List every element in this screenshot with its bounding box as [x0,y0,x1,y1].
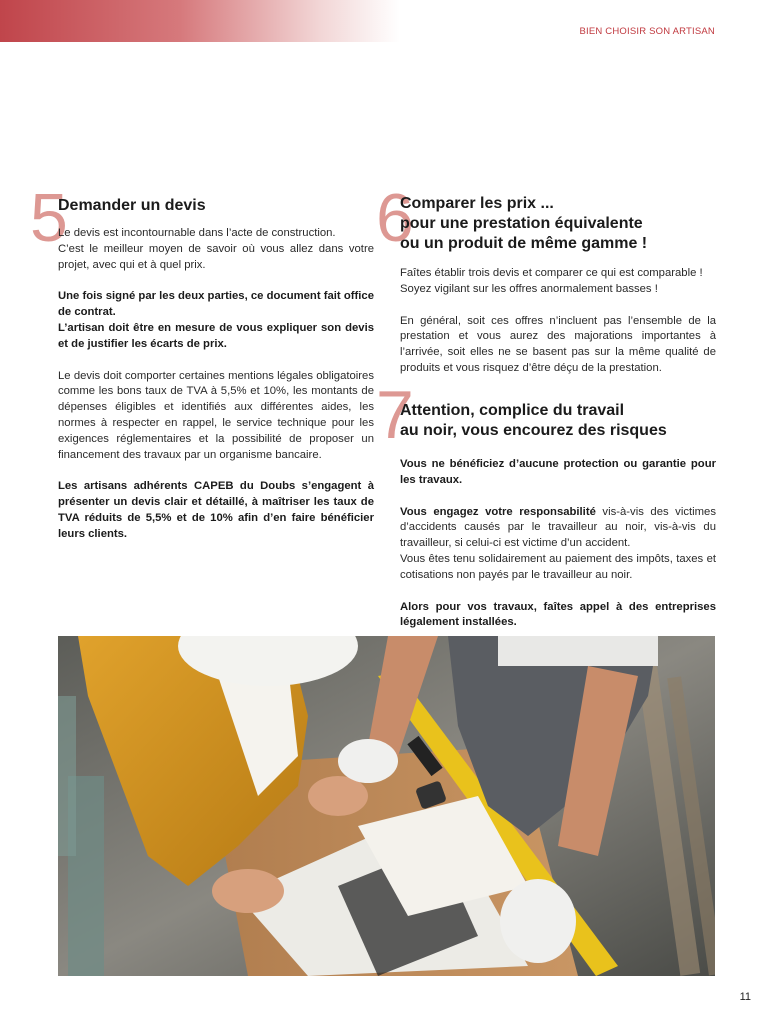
paragraph-text: vis-à-vis des victimes d’accidents causés par le travailleur au noir, vis-à-vis du travailleur, si celui-ci est victime d’un accident. [400,505,716,550]
paragraph: Faîtes établir trois devis et comparer ce qui est comparable ! [400,267,703,279]
section-number: 7 [376,377,414,453]
paragraph: En général, soit ces offres n’incluent pas l’ensemble de la prestation et vous aurez des majorations importantes à l’arrivée, soit elles ne se basent pas sur la même qualité de produits et vous risquez d’être déçu de la prestation. [400,314,716,374]
section-number: 6 [376,180,414,256]
section-title [400,401,716,441]
title-line: pour une prestation équivalente [400,215,643,232]
title-line: Attention, complice du travail [400,402,625,419]
section-6 [376,180,716,374]
construction-workers-photo [58,636,715,976]
bold-paragraph: L’artisan doit être en mesure de vous expliquer son devis et de justifier les écarts de prix. [58,321,374,350]
section-title [400,194,716,254]
bold-phrase: Vous engagez votre responsabilité [400,505,596,518]
bold-paragraph: Alors pour vos travaux, faîtes appel à des entreprises légalement installées. [400,600,716,629]
title-line: ou un produit de même gamme ! [400,235,648,252]
paragraph: Le devis est incontournable dans l’acte de construction. [58,227,336,239]
section-number: 5 [30,180,68,256]
bold-paragraph: Une fois signé par les deux parties, ce document fait office de contrat. [58,290,374,319]
bold-paragraph: Vous ne bénéficiez d’aucune protection ou garantie pour les travaux. [400,458,716,486]
header-color-band [0,0,400,42]
paragraph: Soyez vigilant sur les offres anormalement basses ! [400,282,658,295]
bold-paragraph: Les artisans adhérents CAPEB du Doubs s’engagent à présenter un devis clair et détaillé, à maîtriser les taux de TVA réduits de 5,5% et de 10% afin d’en faire bénéficier leurs clients. [58,480,374,540]
paragraph: C’est le meilleur moyen de savoir où vous allez dans votre projet, avec qui et à quel prix. [58,242,374,271]
title-line: Comparer les prix ... [400,195,554,212]
paragraph [400,505,716,552]
photo-illustration [58,636,715,976]
section-5 [30,180,374,540]
paragraph: Le devis doit comporter certaines mentions légales obligatoires comme les bons taux de TVA à 5,5% et 10%, les montants de dépenses éligibles et identifiés aux différentes aides, les normes à respecter en rappel, le service technique pour les exigences réglementaires et la possibilité de proposer un financement des travaux par un organisme bancaire. [58,369,374,461]
header-label: BIEN CHOISIR SON ARTISAN [579,26,715,37]
section-title: Demander un devis [58,197,206,214]
paragraph: Vous êtes tenu solidairement au paiement des impôts, taxes et cotisations non payés par le travailleur au noir. [400,552,716,581]
page-number: 11 [739,991,751,1003]
section-7 [376,377,716,629]
title-line: au noir, vous encourez des risques [400,422,667,439]
